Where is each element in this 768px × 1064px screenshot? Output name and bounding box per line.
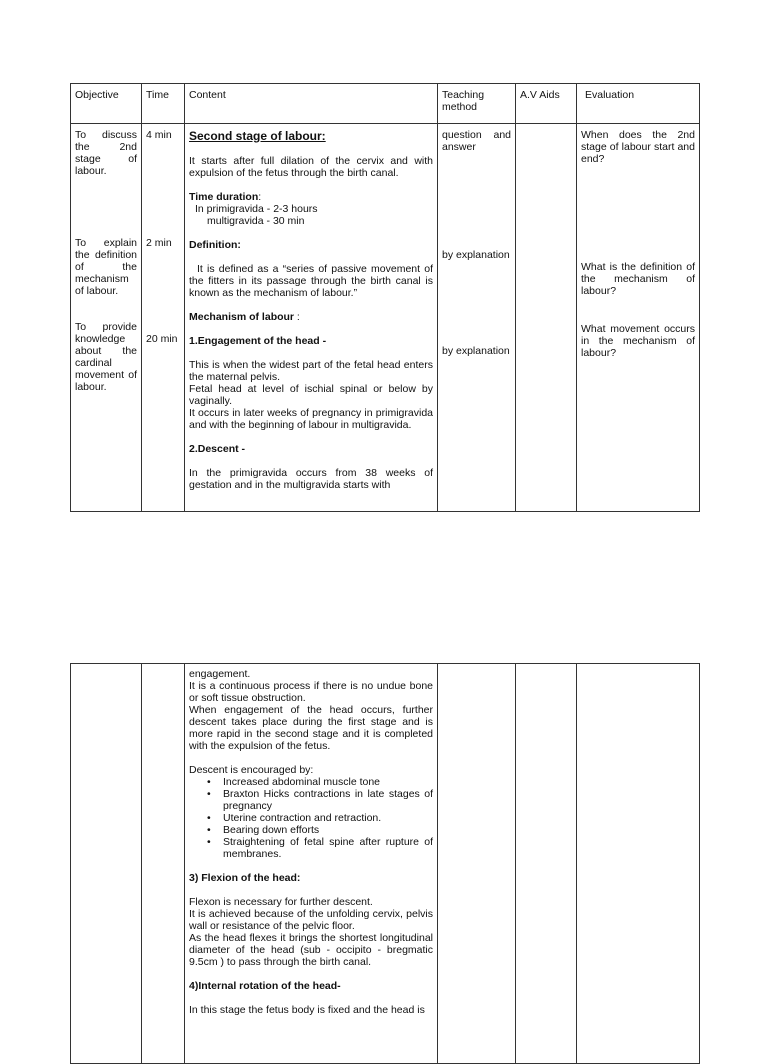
mechanism-label: Mechanism of labour :	[189, 311, 300, 323]
evaluation-2: What is the definition of the mechanism of labour?	[581, 261, 695, 297]
list-item: • Braxton Hicks contractions in late stages of pregnancy	[223, 788, 433, 812]
descent-text: In the primigravida occurs from 38 weeks of gestation and in the multigravida starts with	[189, 467, 433, 491]
engagement-text-2: Fetal head at level of ischial spinal or below by vaginally.	[189, 383, 433, 407]
lesson-plan-table-page-1	[70, 83, 700, 512]
primigravida-duration: In primigravida - 2-3 hours	[195, 203, 318, 215]
teaching-method-cell	[438, 124, 516, 512]
intro-text: It starts after full dilation of the cervix and with expulsion of the fetus through the birth canal.	[189, 155, 433, 179]
list-item: • Bearing down efforts	[223, 824, 433, 836]
content-cell	[185, 664, 438, 1064]
time-cell	[142, 124, 185, 512]
evaluation-cell	[577, 664, 700, 1064]
av-aids-cell	[516, 124, 577, 512]
list-item: • Increased abdominal muscle tone	[223, 776, 433, 788]
table-body-row	[71, 664, 700, 1064]
av-aids-cell	[516, 664, 577, 1064]
header-time: Time	[142, 84, 185, 124]
header-av-aids: A.V Aids	[516, 84, 577, 124]
engagement-heading: 1.Engagement of the head -	[189, 335, 327, 347]
flexion-text-3: As the head flexes it brings the shortest longitudinal diameter of the head (sub - occipito - bregmatic 9.5cm ) to pass through the birth canal.	[189, 932, 433, 968]
evaluation-1: When does the 2nd stage of labour start and end?	[581, 129, 695, 165]
teaching-method-2: by explanation	[442, 249, 510, 261]
objective-cell	[71, 124, 142, 512]
flexion-text-2: It is achieved because of the unfolding cervix, pelvis wall or resistance of the pelvic floor.	[189, 908, 433, 932]
flexion-text-1: Flexon is necessary for further descent.	[189, 896, 373, 908]
definition-label: Definition:	[189, 239, 241, 251]
multigravida-duration: multigravida - 30 min	[207, 215, 305, 227]
header-evaluation: Evaluation	[577, 84, 700, 124]
objective-1: To discuss the 2nd stage of labour.	[75, 129, 137, 177]
definition-text: It is defined as a “series of passive movement of the fitters in its passage through the birth canal is known as the mechanism of labour.”	[189, 263, 433, 299]
header-content: Content	[185, 84, 438, 124]
time-1: 4 min	[146, 129, 172, 141]
objective-cell	[71, 664, 142, 1064]
continued-text-2: It is a continuous process if there is no undue bone or soft tissue obstruction.	[189, 680, 433, 704]
time-2: 2 min	[146, 237, 172, 249]
evaluation-3: What movement occurs in the mechanism of labour?	[581, 323, 695, 359]
lesson-plan-table-page-2	[70, 663, 700, 1064]
time-3: 20 min	[146, 333, 178, 345]
table-body-row	[71, 124, 700, 512]
objective-3: To provide knowledge about the cardinal movement of labour.	[75, 321, 137, 393]
rotation-text: In this stage the fetus body is fixed and the head is	[189, 1004, 425, 1016]
teaching-method-3: by explanation	[442, 345, 510, 357]
continued-text-1: engagement.	[189, 668, 251, 680]
header-objective: Objective	[71, 84, 142, 124]
evaluation-cell	[577, 124, 700, 512]
list-item: • Straightening of fetal spine after rupture of membranes.	[223, 836, 433, 860]
content-cell	[185, 124, 438, 512]
header-teaching-method: Teaching method	[438, 84, 516, 124]
list-item: • Uterine contraction and retraction.	[223, 812, 433, 824]
descent-factors-list	[189, 776, 433, 860]
rotation-heading: 4)Internal rotation of the head-	[189, 980, 341, 992]
section-title: Second stage of labour:	[189, 129, 326, 143]
engagement-text-3: It occurs in later weeks of pregnancy in primigravida and with the beginning of labour in multigravida.	[189, 407, 433, 431]
engagement-text-1: This is when the widest part of the fetal head enters the maternal pelvis.	[189, 359, 433, 383]
descent-heading: 2.Descent -	[189, 443, 246, 455]
teaching-method-cell	[438, 664, 516, 1064]
flexion-heading: 3) Flexion of the head:	[189, 872, 301, 884]
teaching-method-1: question and answer	[442, 129, 511, 153]
table-header-row	[71, 84, 700, 124]
objective-2: To explain the definition of the mechanism of labour.	[75, 237, 137, 297]
encouraged-label: Descent is encouraged by:	[189, 764, 314, 776]
continued-text-3: When engagement of the head occurs, further descent takes place during the first stage and is more rapid in the second stage and it is completed with the expulsion of the fetus.	[189, 704, 433, 752]
time-cell	[142, 664, 185, 1064]
time-duration-label: Time duration:	[189, 191, 262, 203]
